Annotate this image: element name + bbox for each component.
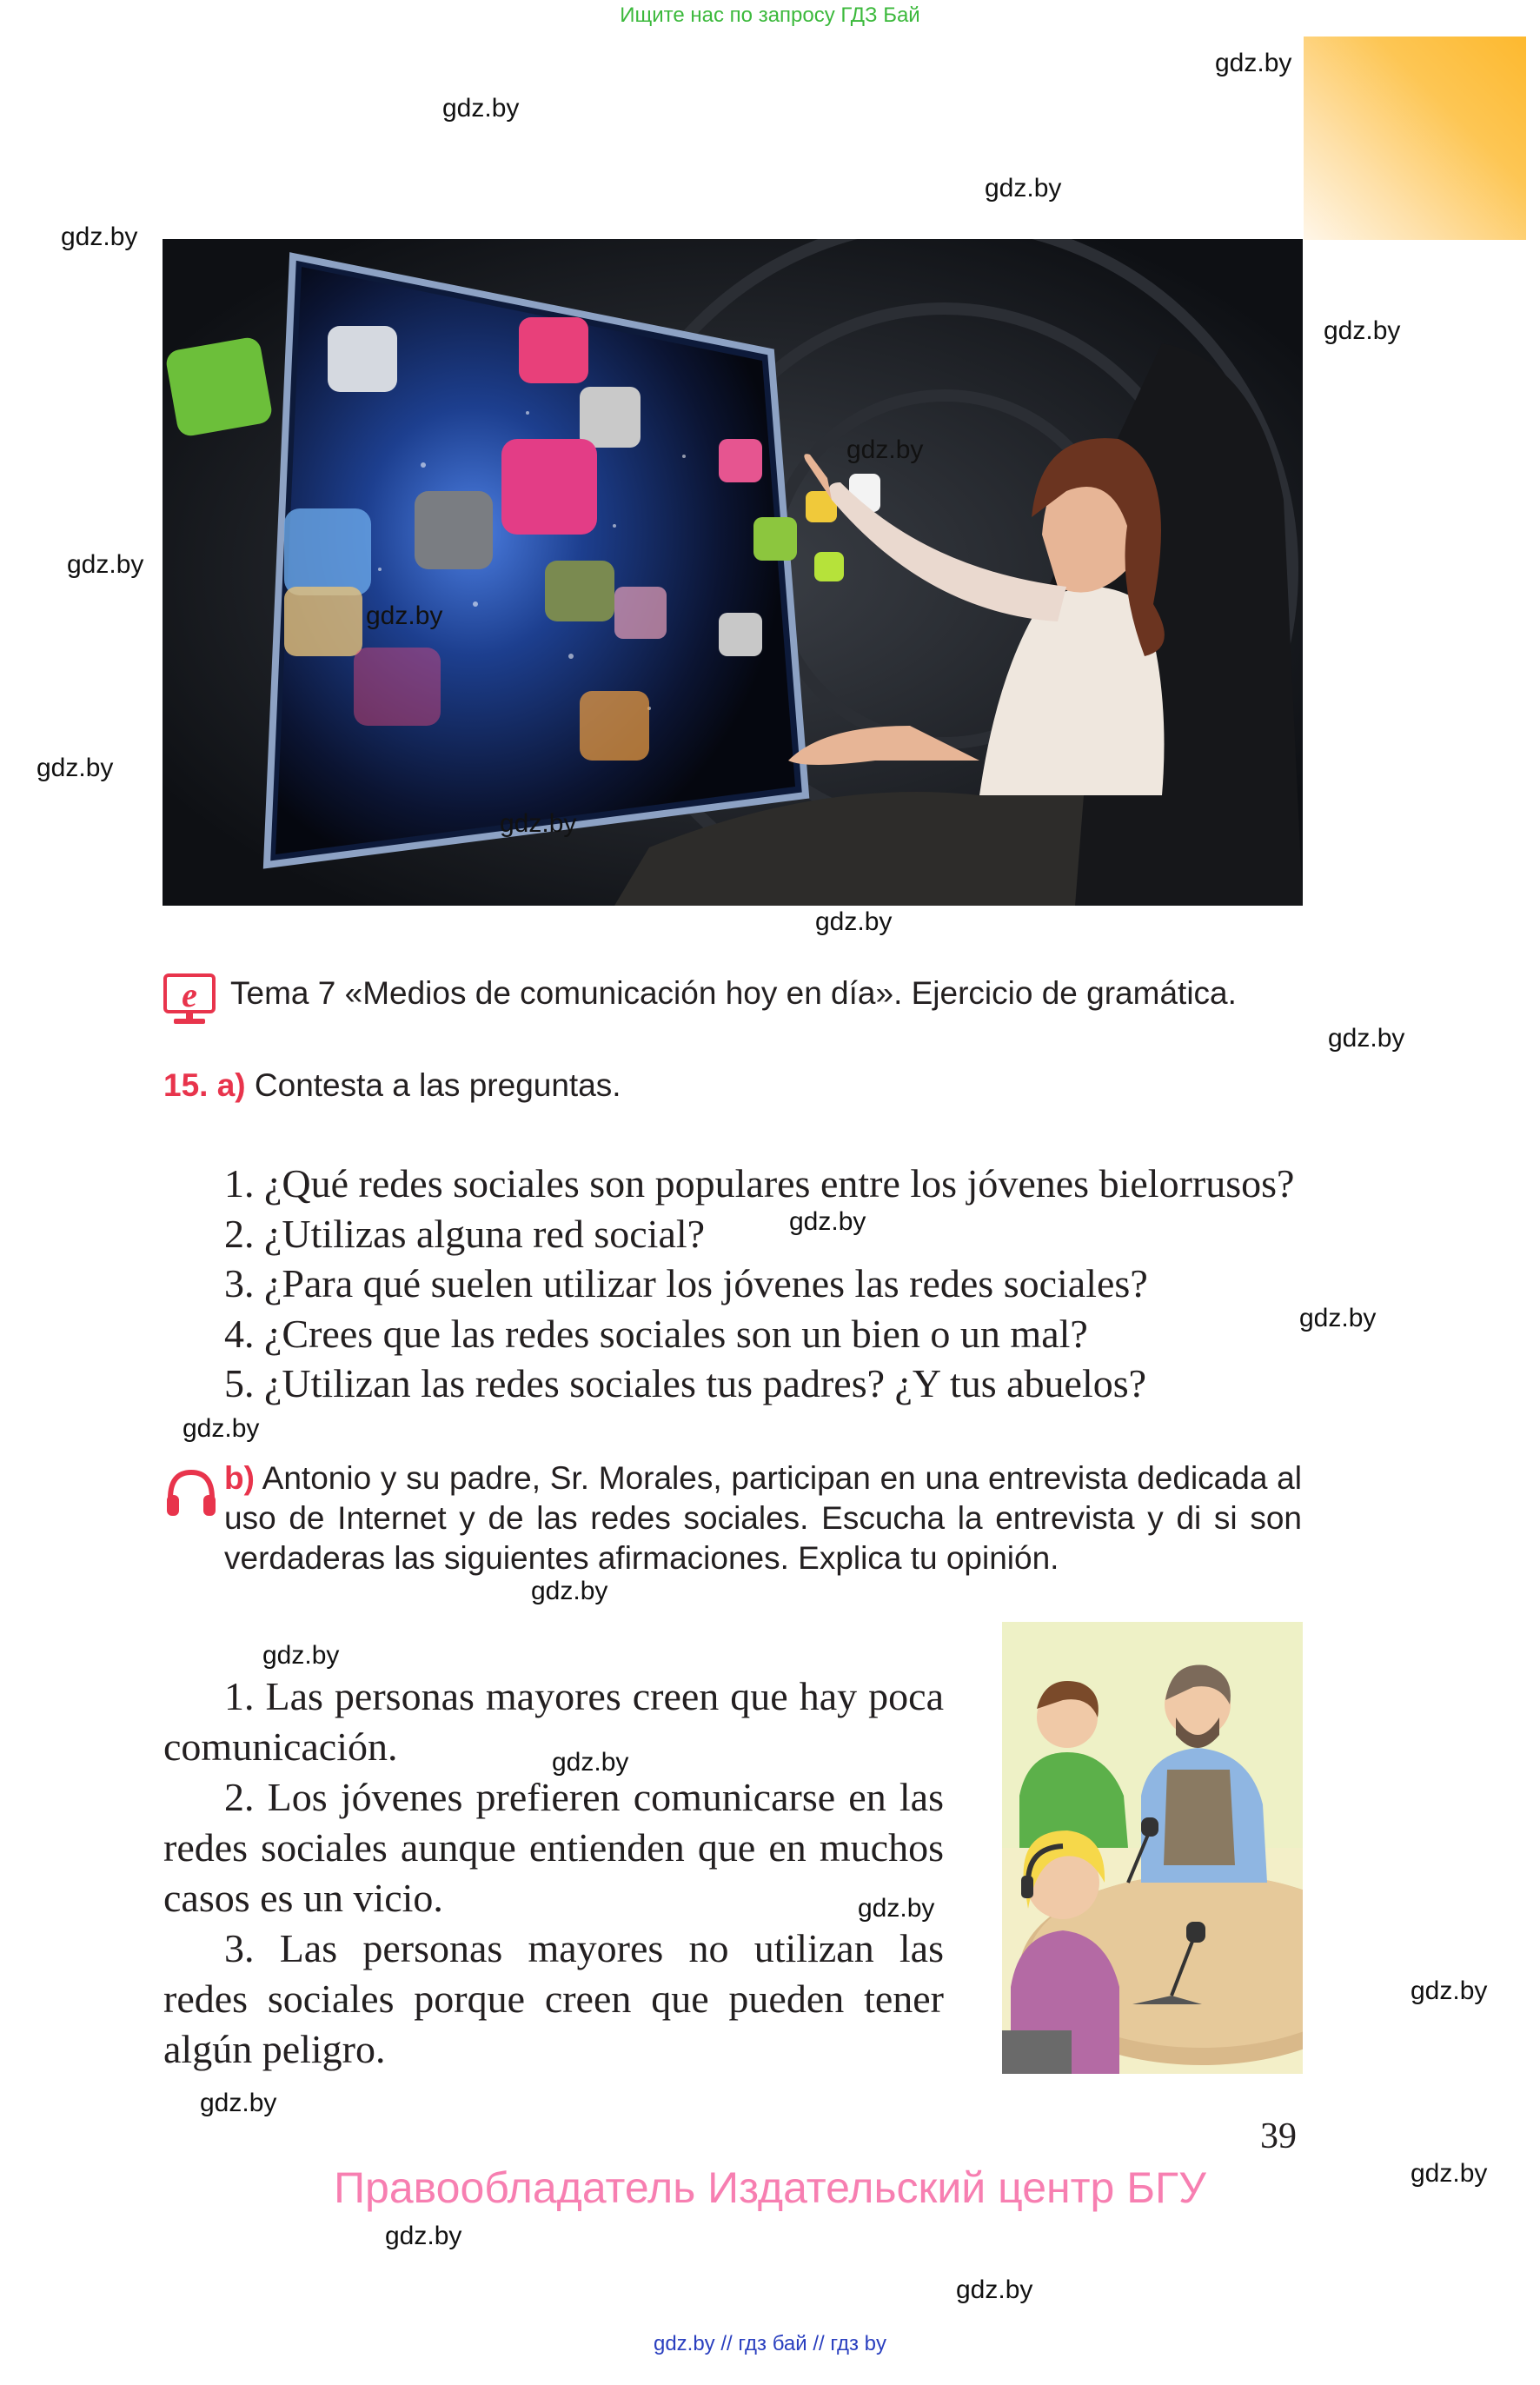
question-item: 4. ¿Crees que las redes sociales son un bien o un mal?: [224, 1311, 1088, 1356]
watermark: gdz.by: [1299, 1304, 1377, 1332]
part-a-label: a): [216, 1067, 246, 1103]
e-letter: e: [182, 975, 197, 1014]
question-item: 2. ¿Utilizas alguna red social?: [224, 1211, 706, 1256]
watermark: gdz.by: [500, 809, 577, 838]
watermark: gdz.by: [956, 2275, 1033, 2304]
exercise-number: 15.: [163, 1067, 209, 1103]
top-banner: Ищите нас по запросу ГДЗ Бай: [620, 3, 920, 27]
watermark: gdz.by: [846, 435, 924, 464]
e-resource-icon: [163, 973, 219, 1027]
part-b-instruction: Antonio y su padre, Sr. Morales, participan en una entrevista dedicada al uso de Internet y de las redes sociales. Escucha la entrevista y di si son verdaderas las siguientes afirmaciones. Explica tu opinión.: [224, 1460, 1302, 1576]
watermark: gdz.by: [200, 2089, 277, 2117]
part-b-paragraph: [224, 1458, 1302, 1578]
watermark: gdz.by: [385, 2222, 462, 2250]
watermark: gdz.by: [789, 1207, 866, 1236]
footer-links: gdz.by // гдз бай // гдз by: [653, 2332, 887, 2355]
watermark: gdz.by: [552, 1748, 629, 1777]
watermark: gdz.by: [37, 754, 114, 782]
watermark: gdz.by: [183, 1414, 260, 1443]
watermark: gdz.by: [985, 174, 1062, 203]
watermark: gdz.by: [366, 601, 443, 630]
exercise-15-heading: [163, 1067, 621, 1104]
ebook-link-text: Tema 7 «Medios de comunicación hoy en día». Ejercicio de gramática.: [230, 975, 1237, 1011]
copyright-owner-line: Правообладатель Издательский центр БГУ: [334, 2163, 1206, 2212]
watermark: gdz.by: [815, 907, 893, 936]
headphones-icon: [163, 1467, 219, 1521]
watermark: gdz.by: [262, 1641, 340, 1670]
statement-item: 3. Las personas mayores no utilizan las redes sociales porque creen que pueden tener algún peligro.: [163, 1926, 944, 2071]
questions-list: [224, 1159, 1319, 1409]
interview-illustration: [1002, 1622, 1303, 2074]
page-number: 39: [1260, 2116, 1297, 2156]
watermark: gdz.by: [1324, 316, 1401, 345]
watermark: gdz.by: [1215, 49, 1292, 77]
part-a-instruction: Contesta a las preguntas.: [254, 1067, 621, 1103]
corner-accent-block: [1304, 37, 1526, 240]
question-item: 1. ¿Qué redes sociales son populares entre los jóvenes bielorrusos?: [224, 1161, 1295, 1206]
watermark: gdz.by: [1411, 1976, 1488, 2005]
watermark: gdz.by: [531, 1577, 608, 1605]
statements-list: [163, 1671, 944, 2075]
watermark: gdz.by: [858, 1894, 935, 1923]
watermark: gdz.by: [442, 94, 520, 123]
question-item: 3. ¿Para qué suelen utilizar los jóvenes las redes sociales?: [224, 1261, 1148, 1305]
statement-item: 1. Las personas mayores creen que hay poca comunicación.: [163, 1674, 944, 1769]
question-item: 5. ¿Utilizan las redes sociales tus padres? ¿Y tus abuelos?: [224, 1361, 1147, 1405]
watermark: gdz.by: [1411, 2159, 1488, 2188]
part-b-label: b): [224, 1460, 255, 1496]
watermark: gdz.by: [67, 550, 144, 579]
hero-photo: [163, 239, 1303, 906]
watermark: gdz.by: [61, 223, 138, 251]
watermark: gdz.by: [1328, 1024, 1405, 1053]
statement-item: 2. Los jóvenes prefieren comunicarse en las redes sociales aunque entienden que en muchos casos es un vicio.: [163, 1775, 944, 1920]
